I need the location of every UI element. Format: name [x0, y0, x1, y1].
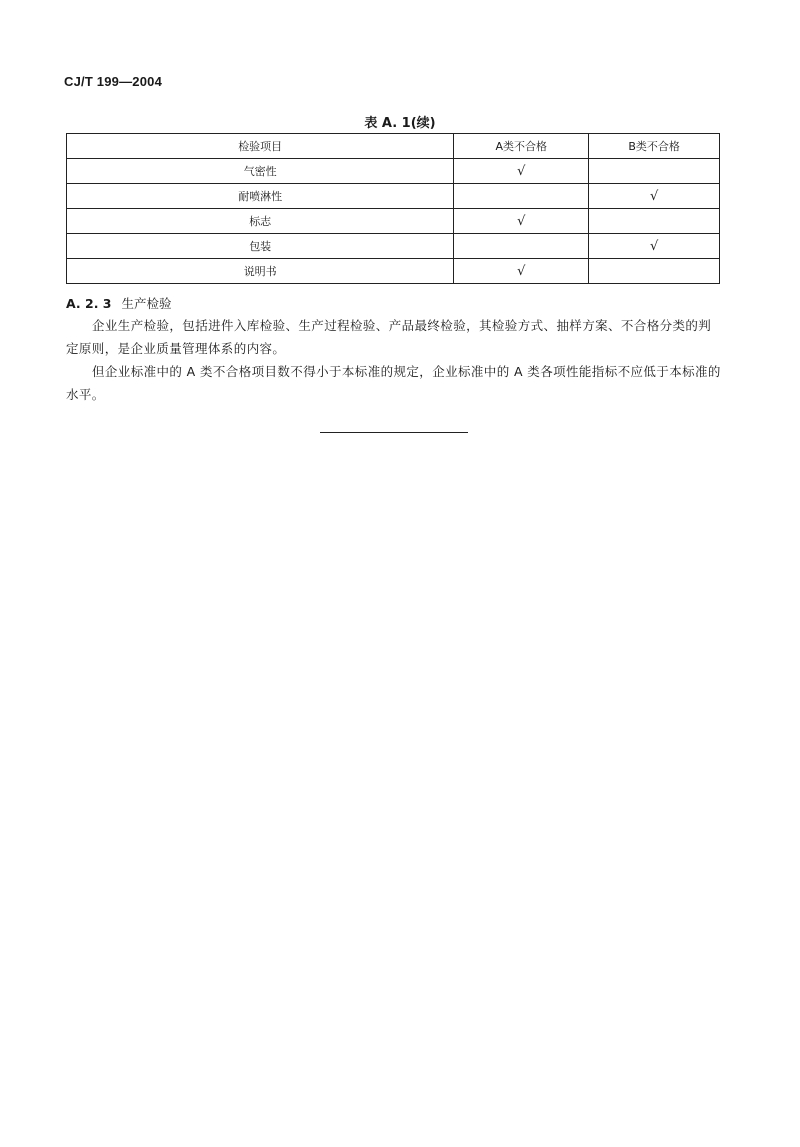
- row-item: 标志: [67, 209, 454, 234]
- class-a-check: √: [454, 159, 589, 184]
- section-number: A. 2. 3: [66, 296, 112, 311]
- class-a-check: [454, 234, 589, 259]
- column-header-item: 检验项目: [67, 134, 454, 159]
- table-row: [67, 259, 720, 284]
- row-item: 气密性: [67, 159, 454, 184]
- column-header-class-b: B类不合格: [589, 134, 720, 159]
- table-header-row: [67, 134, 720, 159]
- row-item: 包装: [67, 234, 454, 259]
- class-a-check: √: [454, 259, 589, 284]
- class-b-check: [589, 159, 720, 184]
- paragraph: 但企业标准中的 A 类不合格项目数不得小于本标准的规定，企业标准中的 A 类各项性能指标不应低于本标准的水平。: [66, 364, 721, 402]
- table-row: [67, 209, 720, 234]
- class-b-check: [589, 259, 720, 284]
- class-a-check: [454, 184, 589, 209]
- table-row: [67, 234, 720, 259]
- column-header-class-a: A类不合格: [454, 134, 589, 159]
- table-title: 表 A. 1(续): [364, 116, 436, 131]
- row-item: 说明书: [67, 259, 454, 284]
- class-b-check: [589, 209, 720, 234]
- class-b-check: √: [589, 234, 720, 259]
- inspection-table: [66, 133, 720, 284]
- row-item: 耐喷淋性: [67, 184, 454, 209]
- section-title: 生产检验: [121, 296, 172, 311]
- end-divider: [320, 432, 468, 433]
- standard-code: CJ/T 199—2004: [64, 74, 162, 89]
- table-row: [67, 159, 720, 184]
- class-b-check: √: [589, 184, 720, 209]
- paragraph: 企业生产检验，包括进件入库检验、生产过程检验、产品最终检验，其检验方式、抽样方案、不合格分类的判定原则，是企业质量管理体系的内容。: [66, 318, 712, 356]
- section-heading: [66, 294, 172, 312]
- class-a-check: √: [454, 209, 589, 234]
- table-row: [67, 184, 720, 209]
